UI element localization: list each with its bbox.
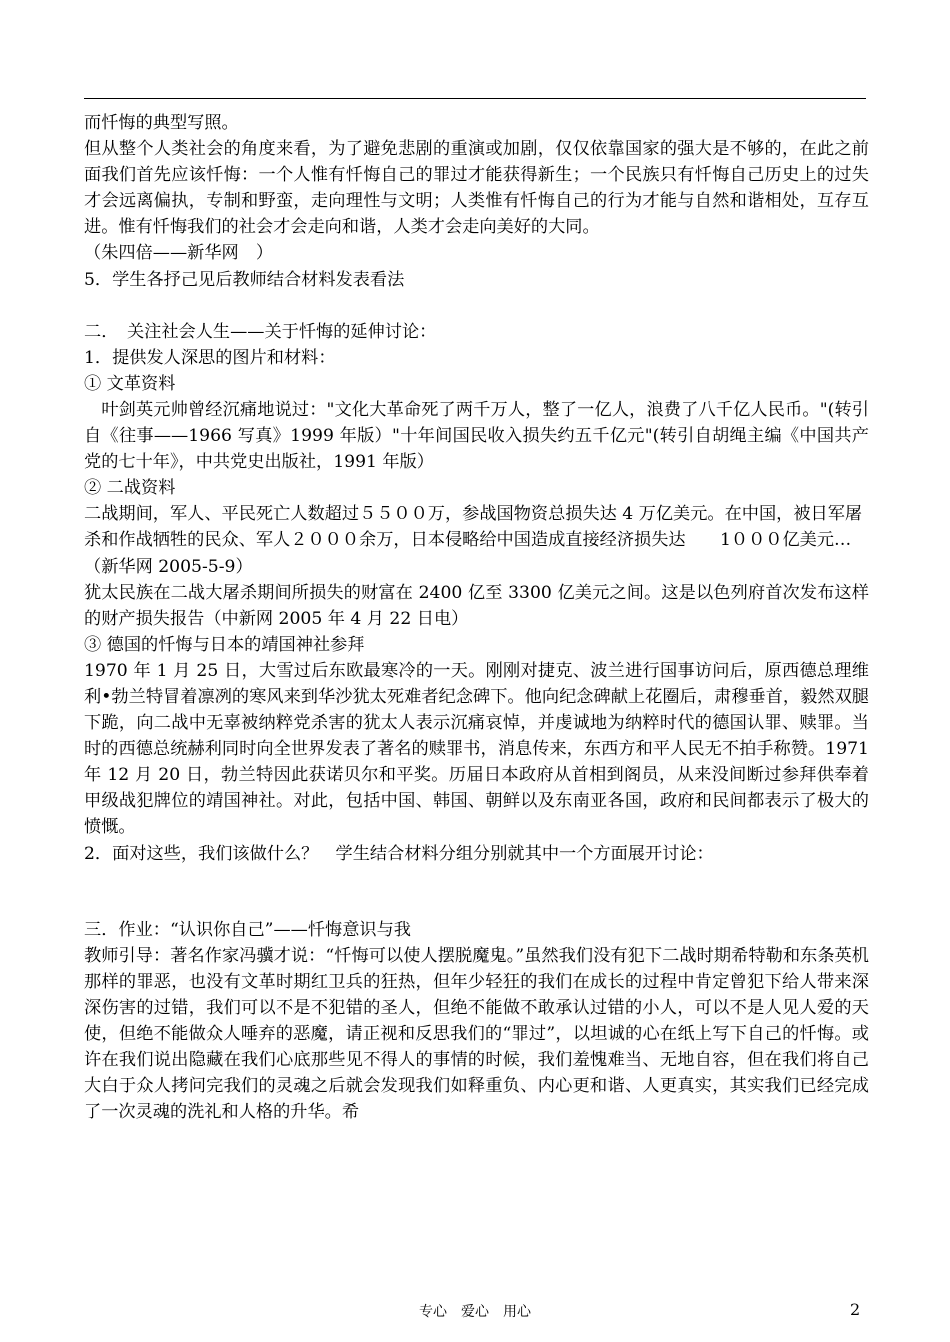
section-heading: 三．作业：“认识你自己”——忏悔意识与我 bbox=[84, 919, 411, 940]
paragraph: 叶剑英元帅曾经沉痛地说过："文化大革命死了两千万人，整了一亿人，浪费了八千亿人民币。"(转引自《往事——1966 写真》1999 年版）"十年间国民收入损失约五千亿元"(转引自胡绳主编《中国共产党的七十年》，中共党史出版社，1991 年版） bbox=[84, 399, 869, 473]
header-rule bbox=[84, 98, 866, 99]
paragraph: 而忏悔的典型写照。 bbox=[84, 113, 239, 133]
subheading: ③ 德国的忏悔与日本的靖国神社参拜 bbox=[84, 634, 365, 655]
paragraph: 二战期间，军人、平民死亡人数超过５５００万，参战国物资总损失达 4 万亿美元。在中国，被日军屠杀和作战牺牲的民众、军人２０００余万，日本侵略给中国造成直接经济损失达 1０００亿美元…（新华网 2005-5-9） bbox=[84, 504, 863, 577]
paragraph-source: （朱四倍——新华网 ） bbox=[84, 243, 274, 264]
paragraph: 2．面对这些，我们该做什么？ 学生结合材料分组分别就其中一个方面展开讨论： bbox=[84, 843, 714, 864]
blank-line bbox=[84, 293, 869, 319]
paragraph: 犹太民族在二战大屠杀期间所损失的财富在 2400 亿至 3300 亿美元之间。这是以色列府首次发布这样的财产损失报告（中新网 2005 年 4 月 22 日电） bbox=[84, 582, 869, 629]
page-number: 2 bbox=[850, 1300, 861, 1319]
paragraph: 教师引导：著名作家冯骥才说：“忏悔可以使人摆脱魔鬼。”虽然我们没有犯下二战时期希特勒和东条英机那样的罪恶，也没有文革时期红卫兵的狂热，但年少轻狂的我们在成长的过程中肯定曾犯下给人带来深深伤害的过错，我们可以不是不犯错的圣人，但绝不能做不敢承认过错的小人，可以不是人见人爱的天使，但绝不能做众人唾弃的恶魔，请正视和反思我们的“罪过”，以坦诚的心在纸上写下自己的忏悔。或许在我们说出隐藏在我们心底那些见不得人的事情的时候，我们羞愧难当、无地自容，但在我们将自己大白于众人拷问完我们的灵魂之后就会发现我们如释重负、内心更和谐、人更真实，其实我们已经完成了一次灵魂的洗礼和人格的升华。希 bbox=[84, 945, 869, 1123]
footer-motto: 专心 爱心 用心 bbox=[419, 1304, 531, 1320]
subheading: ① 文革资料 bbox=[84, 373, 176, 394]
paragraph: 5．学生各抒己见后教师结合材料发表看法 bbox=[84, 269, 405, 290]
blank-line bbox=[84, 867, 869, 917]
subheading: ② 二战资料 bbox=[84, 478, 176, 499]
paragraph: 但从整个人类社会的角度来看，为了避免悲剧的重演或加剧，仅仅依靠国家的强大是不够的，在此之前面我们首先应该忏悔：一个人惟有忏悔自己的罪过才能获得新生；一个民族只有忏悔自己历史上的过失才会远离偏执，专制和野蛮，走向理性与文明；人类惟有忏悔自己的行为才能与自然和谐相处，互存互进。惟有忏悔我们的社会才会走向和谐，人类才会走向美好的大同。 bbox=[84, 139, 869, 238]
section-heading: 二． 关注社会人生——关于忏悔的延伸讨论： bbox=[84, 321, 437, 342]
paragraph: 1．提供发人深思的图片和材料： bbox=[84, 347, 336, 368]
paragraph: 1970 年 1 月 25 日，大雪过后东欧最寒冷的一天。刚刚对捷克、波兰进行国事访问后，原西德总理维利•勃兰特冒着凛冽的寒风来到华沙犹太死难者纪念碑下。他向纪念碑献上花圈后，肃穆垂首，毅然双腿下跪，向二战中无辜被纳粹党杀害的犹太人表示沉痛哀悼，并虔诚地为纳粹时代的德国认罪、赎罪。当时的西德总统赫利同时向全世界发表了著名的赎罪书，消息传来，东西方和平人民无不拍手称赞。1971 年 12 月 20 日，勃兰特因此获诺贝尔和平奖。历届日本政府从首相到阁员，从来没间断过参拜供奉着甲级战犯牌位的靖国神社。对此，包括中国、韩国、朝鲜以及东南亚各国，政府和民间都表示了极大的愤慨。 bbox=[84, 660, 875, 838]
document-body bbox=[84, 110, 875, 1125]
